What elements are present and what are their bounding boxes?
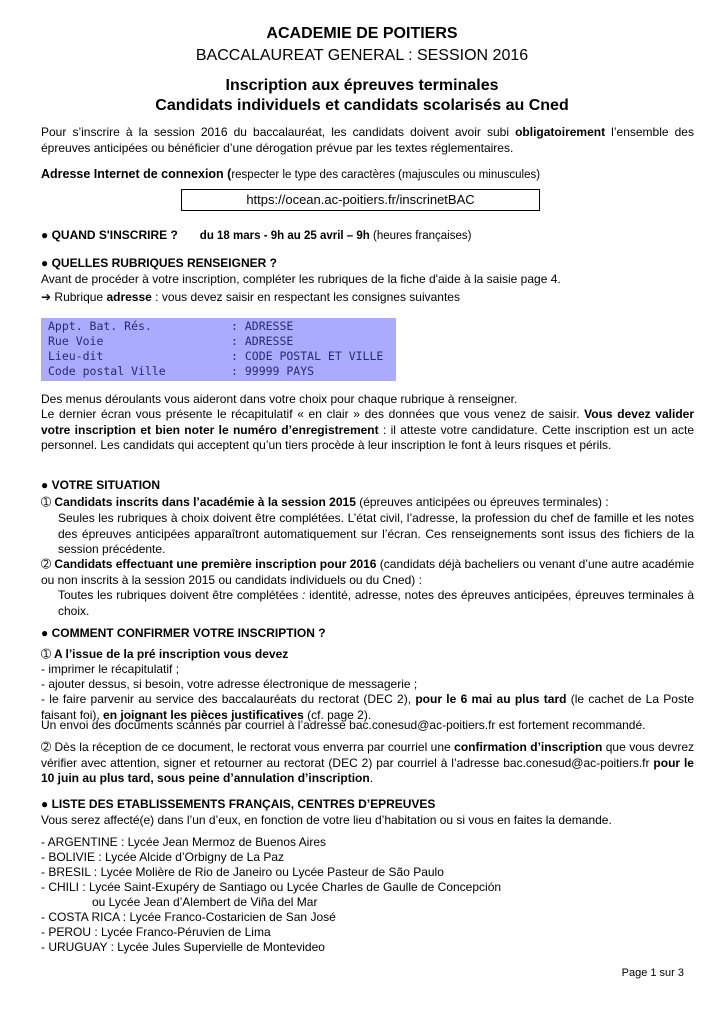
list-item: ou Lycée Jean d’Alembert de Viña del Mar	[92, 895, 318, 909]
circled-one-icon: ➀	[41, 647, 52, 661]
connexion-label: Adresse Internet de connexion (respecter le type des caractères (majuscules ou minuscules)	[41, 167, 541, 181]
confirmer-step2: ➁ Dès la réception de ce document, le rectorat vous enverra par courriel une confirmation d’inscription que vous devrez vérifier avec attention, signer et retourner au rectorat (DEC 2) par courriel à l’adresse bac.conesud@ac-poitiers.fr pour le 10 juin au plus tard, sous peine d’annulation d’inscription.	[41, 740, 695, 785]
list-item: - PEROU : Lycée Franco-Péruvien de Lima	[41, 925, 271, 939]
section-situation: ● VOTRE SITUATION	[41, 478, 161, 492]
list-item: - URUGUAY : Lycée Jules Supervielle de Montevideo	[41, 940, 325, 954]
section-quand: ● QUAND S'INSCRIRE ? du 18 mars - 9h au 25 avril – 9h (heures françaises)	[41, 228, 472, 242]
rubriques-line1: Avant de procéder à votre inscription, compléter les rubriques de la fiche d'aide à la saisie page 4.	[41, 272, 561, 286]
rubriques-after2: Le dernier écran vous présente le récapitulatif « en clair » des données que vous venez de saisir. Vous devez valider votre inscription et bien noter le numéro d’enregistrement : il atteste votre candidature. Cette inscription est un acte personnel. Les candidats qui acceptent qu’un tiers procède à leur inscription le font à leurs risques et périls.	[41, 407, 694, 452]
section-rubriques: ● QUELLES RUBRIQUES RENSEIGNER ?	[41, 256, 277, 270]
bullet-icon: ●	[41, 626, 49, 640]
arrow-right-icon: ➔	[41, 290, 52, 304]
academy-title: ACADEMIE DE POITIERS	[266, 25, 458, 42]
confirmer-line1: - imprimer le récapitulatif ;	[41, 662, 180, 676]
confirmer-line4: Un envoi des documents scannés par courriel à l’adresse bac.conesud@ac-poitiers.fr est fortement recommandé.	[41, 718, 646, 732]
list-item: - BOLIVIE : Lycée Alcide d’Orbigny de La Paz	[41, 850, 285, 864]
situation-item1-body: Seules les rubriques à choix doivent être complétées. L’état civil, l’adresse, la profession du chef de famille et les notes des épreuves anticipées apparaîtront automatiquement sur l’écran. Ces renseignements sont issus des fichiers de la session précédente.	[58, 511, 694, 556]
heading-inscription: Inscription aux épreuves terminales	[225, 77, 499, 94]
situation-item2: ➁ Candidats effectuant une première inscription pour 2016 (candidats déjà bacheliers ou venant d’une autre académie ou non inscrits à la session 2015 ou candidats individuels ou du Cned) :	[41, 557, 695, 587]
rubriques-line2: ➔ Rubrique adresse : vous devez saisir en respectant les consignes suivantes	[41, 290, 460, 304]
situation-item1: ➀ Candidats inscrits dans l’académie à la session 2015 (épreuves anticipées ou épreuves terminales) :	[41, 495, 609, 509]
bullet-icon: ●	[41, 478, 49, 492]
situation-item2-body: Toutes les rubriques doivent être complétées : identité, adresse, notes des épreuves anticipées, épreuves terminales à choix.	[58, 588, 694, 618]
section-confirmer: ● COMMENT CONFIRMER VOTRE INSCRIPTION ?	[41, 626, 326, 640]
circled-two-icon: ➁	[41, 740, 52, 754]
page-number: Page 1 sur 3	[621, 967, 684, 979]
heading-candidats: Candidats individuels et candidats scolarisés au Cned	[155, 97, 569, 114]
list-item: - COSTA RICA : Lycée Franco-Costaricien de San José	[41, 910, 336, 924]
confirmer-line2: - ajouter dessus, si besoin, votre adresse électronique de messagerie ;	[41, 677, 418, 691]
rubriques-after1: Des menus déroulants vous aideront dans votre choix pour chaque rubrique à renseigner.	[41, 392, 518, 406]
section-liste: ● LISTE DES ETABLISSEMENTS FRANÇAIS, CENTRES D’EPREUVES	[41, 797, 436, 811]
circled-two-icon: ➁	[41, 557, 52, 571]
list-item: - ARGENTINE : Lycée Jean Mermoz de Buenos Aires	[41, 835, 327, 849]
confirmer-step1-title: ➀ A l’issue de la pré inscription vous devez	[41, 647, 289, 661]
circled-one-icon: ➀	[41, 495, 52, 509]
session-subtitle: BACCALAUREAT GENERAL : SESSION 2016	[195, 47, 529, 64]
list-item: - CHILI : Lycée Saint-Exupéry de Santiago ou Lycée Charles de Gaulle de Concepción	[41, 880, 502, 894]
list-item: - BRESIL : Lycée Molière de Rio de Janeiro ou Lycée Pasteur de São Paulo	[41, 865, 444, 879]
bullet-icon: ●	[41, 228, 49, 242]
confirmer-line3: - le faire parvenir au service des baccalauréats du rectorat (DEC 2), pour le 6 mai au plus tard (le cachet de La Poste faisant foi), en joignant les pièces justificatives (cf. page 2).	[41, 692, 694, 722]
intro-paragraph: Pour s’inscrire à la session 2016 du baccalauréat, les candidats doivent avoir subi obligatoirement l’ensemble des épreuves anticipées ou bénéficier d’une dérogation prévue par les textes réglementaires.	[41, 125, 694, 155]
bullet-icon: ●	[41, 797, 49, 811]
bullet-icon: ●	[41, 256, 49, 270]
liste-intro: Vous serez affecté(e) dans l’un d’eux, en fonction de votre lieu d’habitation ou si vous en faites la demande.	[41, 813, 612, 827]
connexion-url: https://ocean.ac-poitiers.fr/inscrinetBAC	[181, 189, 540, 211]
address-code-box: Appt. Bat. Rés. : ADRESSE Rue Voie : ADRESSE Lieu-dit : CODE POSTAL ET VILLE Code postal Ville : 99999 PAYS	[41, 318, 396, 381]
